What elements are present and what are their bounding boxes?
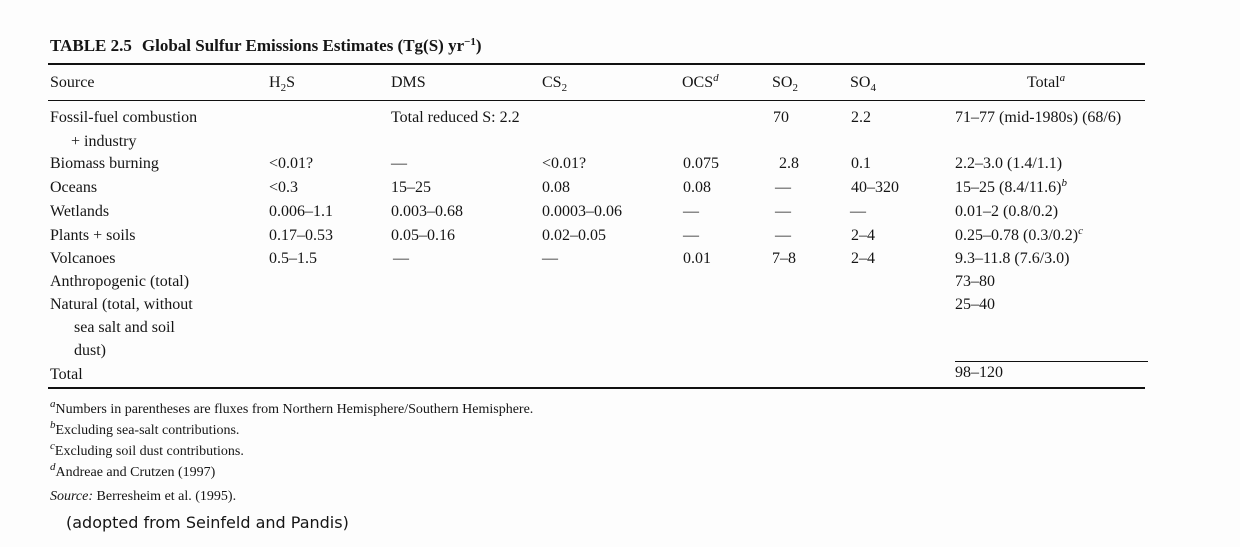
row-total: 73–80 bbox=[955, 273, 995, 290]
row-so2: — bbox=[775, 179, 791, 196]
header-total: Total$^a$ bbox=[1027, 72, 1066, 91]
row-source-cont: + industry bbox=[71, 133, 137, 150]
footnote-c: $^c$Excluding soil dust contributions. bbox=[50, 440, 244, 459]
row-so2: — bbox=[775, 227, 791, 244]
header-cs2: $CS_2$ bbox=[542, 74, 568, 94]
credit-note: (adopted from Seinfeld and Pandis) bbox=[66, 513, 349, 532]
row-dms: 0.05–0.16 bbox=[391, 227, 455, 244]
row-total: 25–40 bbox=[955, 296, 995, 313]
row-total: 15–25 $(8.4/11.6)^b$ bbox=[955, 177, 1068, 196]
row-so4: 0.1 bbox=[851, 155, 871, 172]
row-ocs: 0.075 bbox=[683, 155, 719, 172]
row-dms: — bbox=[393, 250, 409, 267]
row-cs2: 0.0003–0.06 bbox=[542, 203, 622, 220]
row-total: 71–77 (mid-1980s) (68/6) bbox=[955, 109, 1122, 126]
source-note: Source: Berresheim et al. (1995). bbox=[50, 489, 237, 504]
row-dms: — bbox=[391, 155, 407, 172]
row-source: Total bbox=[50, 366, 83, 383]
footnote-b: $^b$Excluding sea-salt contributions. bbox=[50, 419, 240, 438]
header-ocs: OCS$^d$ bbox=[682, 72, 719, 91]
header-h2s: $H_2S$ bbox=[269, 74, 295, 94]
row-so4: 2–4 bbox=[851, 250, 875, 267]
row-so2: 70 bbox=[773, 109, 789, 126]
row-source: Fossil-fuel combustion bbox=[50, 109, 198, 126]
row-cs2: 0.02–0.05 bbox=[542, 227, 606, 244]
row-ocs: — bbox=[683, 227, 699, 244]
row-total: 0.01–2 (0.8/0.2) bbox=[955, 203, 1059, 220]
row-ocs: 0.08 bbox=[683, 179, 711, 196]
row-source: Wetlands bbox=[50, 203, 110, 220]
header-source: Source bbox=[50, 74, 95, 91]
row-so2: 2.8 bbox=[779, 155, 799, 172]
row-so2: — bbox=[775, 203, 791, 220]
row-ocs: — bbox=[683, 203, 699, 220]
row-source: Plants + soils bbox=[50, 227, 136, 244]
row-source: Oceans bbox=[50, 179, 98, 196]
row-dms: Total reduced S: 2.2 bbox=[391, 109, 520, 126]
footnote-a: $^a$Numbers in parentheses are fluxes from Northern Hemisphere/Southern Hemisphere. bbox=[50, 398, 534, 417]
row-cs2: 0.08 bbox=[542, 179, 570, 196]
footnote-d: $^d$Andreae and Crutzen (1997) bbox=[50, 461, 216, 480]
row-source: Biomass burning bbox=[50, 155, 159, 172]
row-h2s: 0.17–0.53 bbox=[269, 227, 333, 244]
row-dms: 15–25 bbox=[391, 179, 431, 196]
row-so4: 40–320 bbox=[851, 179, 899, 196]
header-so4: $SO_4$ bbox=[850, 74, 876, 94]
table-label: TABLE 2.5 bbox=[50, 36, 132, 55]
row-total: 98–120 bbox=[955, 364, 1003, 381]
bottom-rule bbox=[48, 387, 1145, 389]
header-rule bbox=[48, 100, 1145, 101]
row-h2s: <0.3 bbox=[269, 179, 299, 196]
row-total: 0.25–0.78 $(0.3/0.2)^c$ bbox=[955, 225, 1083, 244]
row-so4: — bbox=[850, 203, 866, 220]
table-title: Global Sulfur Emissions Estimates (Tg(S) $yr^{-1}$) bbox=[141, 36, 482, 55]
row-so4: 2.2 bbox=[851, 109, 871, 126]
row-source: Anthropogenic (total) bbox=[50, 273, 190, 290]
row-so2: 7–8 bbox=[772, 250, 796, 267]
table-caption bbox=[50, 36, 482, 56]
top-rule bbox=[48, 63, 1145, 65]
row-total: 9.3–11.8 (7.6/3.0) bbox=[955, 250, 1070, 267]
row-cs2: — bbox=[542, 250, 558, 267]
row-source: Volcanoes bbox=[50, 250, 116, 267]
header-so2: $SO_2$ bbox=[772, 74, 798, 94]
row-dms: 0.003–0.68 bbox=[391, 203, 463, 220]
row-ocs: 0.01 bbox=[683, 250, 711, 267]
row-source-cont: dust) bbox=[74, 342, 106, 359]
row-source: Natural (total, without bbox=[50, 296, 193, 313]
row-h2s: 0.5–1.5 bbox=[269, 250, 317, 267]
row-cs2: <0.01? bbox=[542, 155, 587, 172]
row-total: 2.2–3.0 (1.4/1.1) bbox=[955, 155, 1063, 172]
row-source-cont: sea salt and soil bbox=[74, 319, 175, 336]
header-dms: DMS bbox=[391, 74, 426, 91]
row-so4: 2–4 bbox=[851, 227, 875, 244]
total-subrule bbox=[955, 361, 1148, 362]
row-h2s: <0.01? bbox=[269, 155, 314, 172]
row-h2s: 0.006–1.1 bbox=[269, 203, 333, 220]
